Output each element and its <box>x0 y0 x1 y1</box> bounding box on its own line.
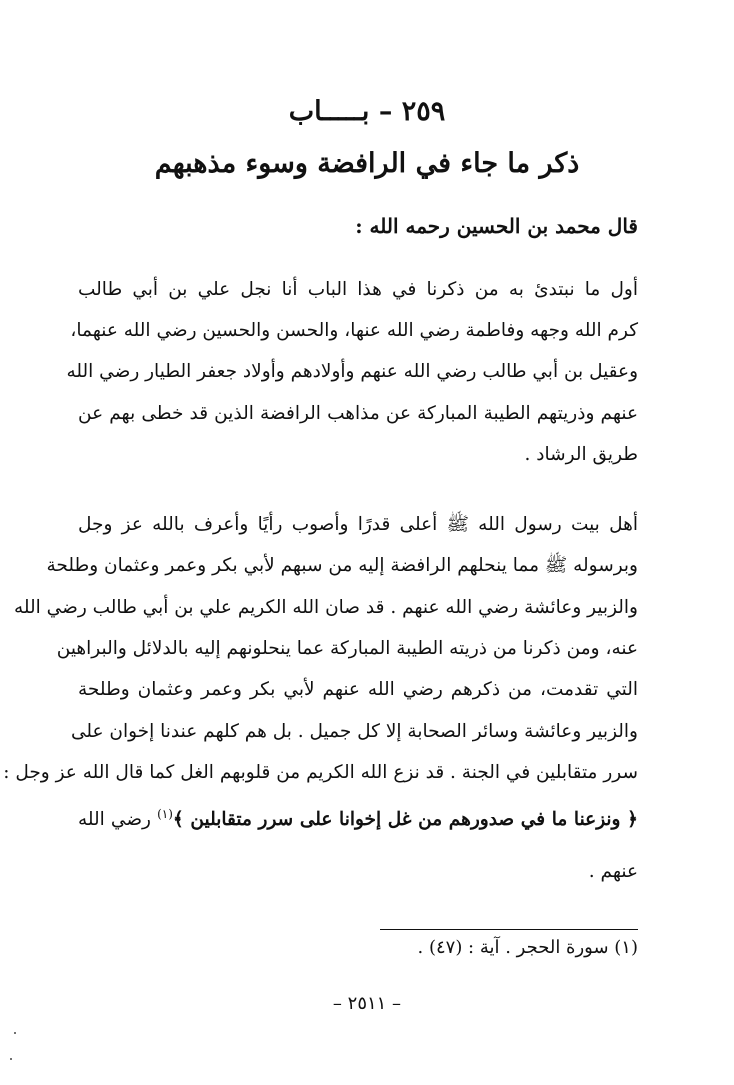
paragraph-1-line: طريق الرشاد . <box>524 444 638 465</box>
paragraph-2-line: والزبير وعائشة رضي الله عنهم . قد صان الله الكريم علي بن أبي طالب رضي الله <box>13 597 638 618</box>
footnote-separator <box>380 929 638 930</box>
footnote-marker: (١) <box>157 807 173 821</box>
paragraph-2-line: سرر متقابلين في الجنة . قد نزع الله الكريم من قلوبهم الغل كما قال الله عز وجل : <box>3 762 638 783</box>
quran-verse-line <box>78 800 638 831</box>
verse-suffix: رضي الله <box>78 809 151 831</box>
chapter-heading: ٢٥٩ – بـــــاب <box>288 96 446 127</box>
chapter-title: ذكر ما جاء في الرافضة وسوء مذهبهم <box>154 148 580 179</box>
paragraph-2-line: أهل بيت رسول الله ﷺ أعلى قدرًا وأصوب رأيًا وأعرف بالله عز وجل <box>78 514 638 535</box>
scan-speck <box>14 1032 16 1034</box>
page-number: – ٢٥١١ – <box>332 993 402 1014</box>
paragraph-2-line: والزبير وعائشة وسائر الصحابة إلا كل جميل . بل هم كلهم عندنا إخوان على <box>70 721 638 742</box>
paragraph-2-line: التي تقدمت، من ذكرهم رضي الله عنهم لأبي بكر وعمر وعثمان وطلحة <box>78 679 638 700</box>
paragraph-1-line: كرم الله وجهه وفاطمة رضي الله عنها، والحسن والحسين رضي الله عنهما، <box>70 320 638 341</box>
scan-speck <box>10 1058 12 1060</box>
paragraph-2-line: عنه، ومن ذكرنا من ذريته الطيبة المباركة عما ينحلونهم إليه بالدلائل والبراهين <box>56 638 638 659</box>
footnote: (١) سورة الحجر . آية : (٤٧) . <box>417 937 638 958</box>
paragraph-1-line: وعقيل بن أبي طالب رضي الله عنهم وأولادهم وأولاد جعفر الطيار رضي الله <box>66 361 638 382</box>
paragraph-1-line: أول ما نبتدئ به من ذكرنا في هذا الباب أنا نجل علي بن أبي طالب <box>78 279 638 300</box>
closing-line: عنهم . <box>588 861 638 882</box>
quran-verse: ﴿ ونزعنا ما في صدورهم من غل إخوانا على سرر متقابلين ﴾ <box>172 809 638 831</box>
paragraph-2-line: وبرسوله ﷺ مما ينحلهم الرافضة إليه من سبهم لأبي بكر وعمر وعثمان وطلحة <box>46 555 638 576</box>
narrator-intro: قال محمد بن الحسين رحمه الله : <box>355 214 638 238</box>
paragraph-1-line: عنهم وذريتهم الطيبة المباركة عن مذاهب الرافضة الذين قد خطى بهم عن <box>78 403 638 424</box>
